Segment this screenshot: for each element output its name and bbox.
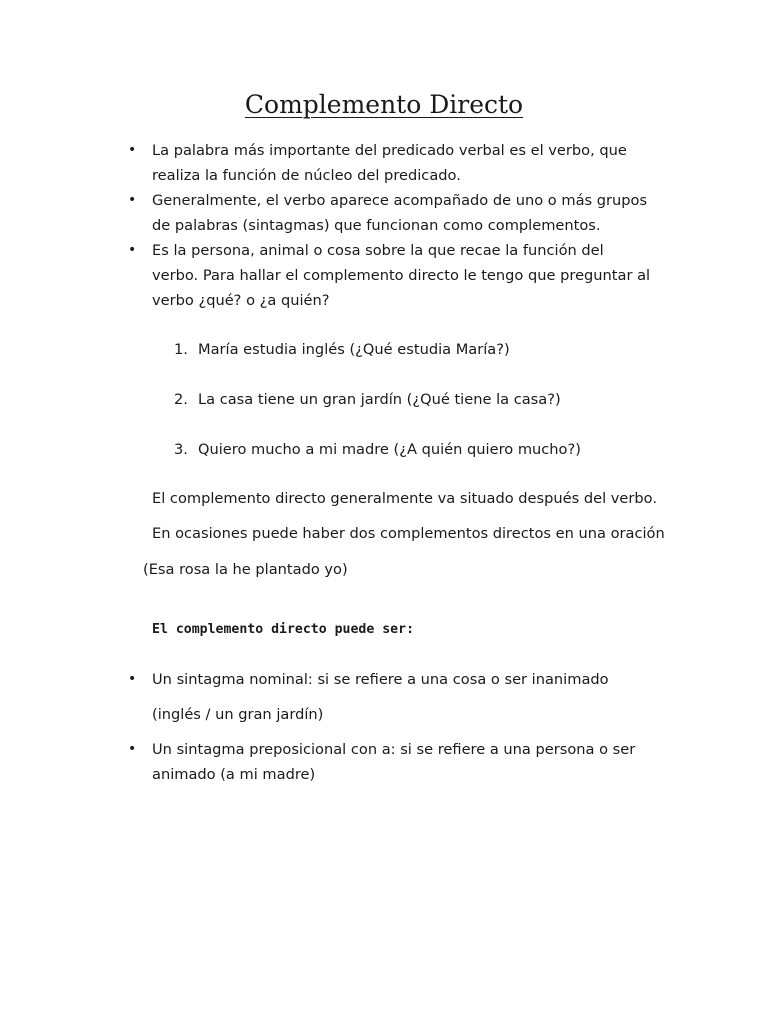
example-text: Quiero mucho a mi madre (¿A quién quiero mucho?) (198, 441, 581, 458)
example-number: 3. (174, 441, 188, 458)
intro-bullet-2: • Generalmente, el verbo aparece acompañado de uno o más grupos de palabras (sintagmas) que funcionan como complementos. (122, 188, 652, 238)
example-item-2 (174, 387, 561, 412)
type-text: • Un sintagma nominal: si se refiere a una cosa o ser inanimado (152, 671, 609, 688)
example-text: María estudia inglés (¿Qué estudia María?) (198, 341, 510, 358)
example-item-3 (174, 437, 581, 462)
intro-bullet-list (122, 138, 652, 313)
note-two-complements: En ocasiones puede haber dos complementos directos en una oración (152, 525, 665, 542)
type-item-nominal (122, 667, 652, 727)
example-item-1 (174, 337, 510, 362)
types-bullet-list (122, 667, 652, 787)
example-number: 2. (174, 391, 188, 408)
intro-bullet-3: • Es la persona, animal o cosa sobre la que recae la función del verbo. Para hallar el complemento directo le tengo que preguntar al verbo ¿qué? o ¿a quién? (122, 238, 652, 313)
note-two-example: (Esa rosa la he plantado yo) (143, 561, 348, 578)
type-item-prepositional: • Un sintagma preposicional con a: si se refiere a una persona o ser animado (a mi madre) (122, 737, 652, 787)
type-example: (inglés / un gran jardín) (152, 706, 324, 723)
types-heading: El complemento directo puede ser: (152, 622, 415, 637)
page-title: Complemento Directo (244, 90, 524, 119)
example-number: 1. (174, 341, 188, 358)
note-position: El complemento directo generalmente va situado después del verbo. (152, 490, 657, 507)
intro-bullet-1: • La palabra más importante del predicado verbal es el verbo, que realiza la función de núcleo del predicado. (122, 138, 652, 188)
example-text: La casa tiene un gran jardín (¿Qué tiene la casa?) (198, 391, 561, 408)
